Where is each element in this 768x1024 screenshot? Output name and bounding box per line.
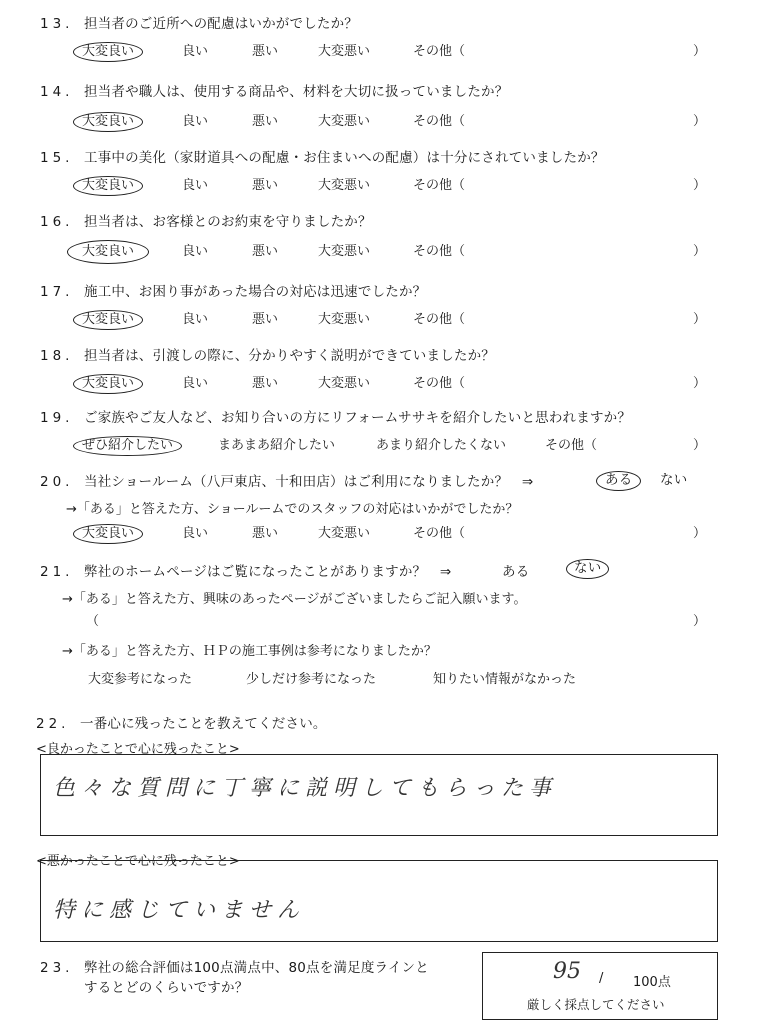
- hp-options-21: [0, 668, 768, 688]
- option-no-selected[interactable]: ない: [566, 559, 609, 579]
- question-text: 施工中、お困り事があった場合の対応は迅速でしたか？: [84, 284, 427, 300]
- option-very-good-selected[interactable]: 大変良い: [73, 374, 143, 394]
- option-very-bad[interactable]: 大変悪い: [318, 312, 371, 327]
- question-14: [40, 80, 508, 100]
- option-good[interactable]: 良い: [182, 526, 209, 541]
- question-number: 16.: [40, 214, 74, 230]
- close-paren: ）: [693, 526, 707, 541]
- good-memory-label: <良かったことで心に残ったこと>: [36, 742, 240, 757]
- question-19: [40, 406, 631, 426]
- option-other[interactable]: その他（: [413, 44, 466, 59]
- option-good[interactable]: 良い: [182, 244, 209, 259]
- option-good[interactable]: 良い: [182, 376, 209, 391]
- question-number: 13.: [40, 16, 74, 32]
- rating-options-18: [0, 372, 768, 392]
- score-slash: /: [599, 971, 604, 986]
- question-text: 一番心に残ったことを教えてください。: [80, 716, 327, 732]
- question-21-followup-pages: →「ある」と答えた方、興味のあったページがございましたらご記入願います。: [62, 592, 527, 607]
- option-definitely-recommend-selected[interactable]: ぜひ紹介したい: [73, 436, 182, 456]
- question-number: 14.: [40, 84, 74, 100]
- question-text: 担当者は、引渡しの際に、分かりやすく説明ができていましたか？: [84, 348, 495, 364]
- option-good[interactable]: 良い: [182, 44, 209, 59]
- option-no[interactable]: ない: [660, 472, 688, 488]
- rating-options-14: [0, 110, 768, 130]
- question-17: [40, 280, 426, 300]
- question-number: 22.: [36, 716, 70, 732]
- close-paren: ）: [693, 44, 707, 59]
- option-very-bad[interactable]: 大変悪い: [318, 114, 371, 129]
- option-very-bad[interactable]: 大変悪い: [318, 244, 371, 259]
- question-number: 15.: [40, 150, 74, 166]
- option-very-good-selected[interactable]: 大変良い: [73, 112, 143, 132]
- question-18: [40, 344, 495, 364]
- open-paren: （: [86, 614, 100, 629]
- question-number: 23.: [40, 960, 74, 976]
- close-paren: ）: [693, 178, 707, 193]
- close-paren: ）: [693, 376, 707, 391]
- option-very-good-selected[interactable]: 大変良い: [73, 524, 143, 544]
- close-paren: ）: [693, 614, 707, 629]
- question-number: 21.: [40, 564, 74, 580]
- option-very-bad[interactable]: 大変悪い: [318, 178, 371, 193]
- question-text: 当社ショールーム（八戸東店、十和田店）はご利用になりましたか？ ⇒: [84, 474, 534, 490]
- rating-options-15: [0, 174, 768, 194]
- option-very-good-selected[interactable]: 大変良い: [67, 240, 149, 264]
- close-paren: ）: [693, 312, 707, 327]
- rating-options-17: [0, 308, 768, 328]
- question-text: 担当者や職人は、使用する商品や、材料を大切に扱っていましたか？: [84, 84, 509, 100]
- option-very-helpful[interactable]: 大変参考になった: [88, 672, 193, 687]
- option-slightly-helpful[interactable]: 少しだけ参考になった: [246, 672, 377, 687]
- option-bad[interactable]: 悪い: [252, 312, 279, 327]
- question-text: 担当者のご近所への配慮はいかがでしたか？: [84, 16, 358, 32]
- option-yes[interactable]: ある: [502, 564, 530, 580]
- option-bad[interactable]: 悪い: [252, 376, 279, 391]
- score-handwritten: 95: [553, 959, 581, 984]
- option-bad[interactable]: 悪い: [252, 526, 279, 541]
- option-bad[interactable]: 悪い: [252, 244, 279, 259]
- close-paren: ）: [693, 244, 707, 259]
- option-very-good-selected[interactable]: 大変良い: [73, 176, 143, 196]
- option-other[interactable]: その他（: [545, 438, 598, 453]
- option-very-bad[interactable]: 大変悪い: [318, 44, 371, 59]
- option-bad[interactable]: 悪い: [252, 44, 279, 59]
- question-number: 20.: [40, 474, 74, 490]
- question-text: 工事中の美化（家財道具への配慮・お住まいへの配慮）は十分にされていましたか？: [84, 150, 605, 166]
- question-number: 17.: [40, 284, 74, 300]
- option-other[interactable]: その他（: [413, 178, 466, 193]
- question-15: [40, 146, 605, 166]
- option-very-bad[interactable]: 大変悪い: [318, 526, 371, 541]
- option-very-bad[interactable]: 大変悪い: [318, 376, 371, 391]
- close-paren: ）: [693, 114, 707, 129]
- option-not-recommend[interactable]: あまり紹介したくない: [376, 438, 507, 453]
- option-good[interactable]: 良い: [182, 114, 209, 129]
- question-21-followup-hp: →「ある」と答えた方、ＨＰの施工事例は参考になりましたか？: [62, 644, 437, 659]
- option-very-good-selected[interactable]: 大変良い: [73, 310, 143, 330]
- option-bad[interactable]: 悪い: [252, 178, 279, 193]
- option-very-good-selected[interactable]: 大変良い: [73, 42, 143, 62]
- option-other[interactable]: その他（: [413, 312, 466, 327]
- question-13: [40, 12, 358, 32]
- option-other[interactable]: その他（: [413, 526, 466, 541]
- option-yes-selected[interactable]: ある: [596, 471, 641, 491]
- option-other[interactable]: その他（: [413, 244, 466, 259]
- option-not-helpful[interactable]: 知りたい情報がなかった: [433, 672, 577, 687]
- option-other[interactable]: その他（: [413, 376, 466, 391]
- recommend-options-19: [0, 434, 768, 454]
- close-paren: ）: [693, 438, 707, 453]
- question-text: 担当者は、お客様とのお約束を守りましたか？: [84, 214, 372, 230]
- score-note: 厳しく採点してください: [527, 997, 665, 1012]
- bad-memory-label: <悪かったことで心に残ったこと>: [36, 854, 240, 869]
- option-good[interactable]: 良い: [182, 178, 209, 193]
- good-memory-answer: 色々な質問に丁寧に説明してもらった事: [53, 776, 558, 801]
- question-text: 弊社のホームページはご覧になったことがありますか？ ⇒: [84, 564, 452, 580]
- question-16: [40, 210, 372, 230]
- question-text-line1: 弊社の総合評価は100点満点中、80点を満足度ラインと: [84, 960, 429, 976]
- question-23-line2: するとどのくらいですか？: [84, 980, 249, 996]
- option-good[interactable]: 良い: [182, 312, 209, 327]
- rating-options-16: [0, 240, 768, 260]
- option-bad[interactable]: 悪い: [252, 114, 279, 129]
- option-other[interactable]: その他（: [413, 114, 466, 129]
- question-21: [40, 560, 451, 580]
- rating-options-20: [0, 522, 768, 542]
- rating-options-13: [0, 40, 768, 60]
- question-23: [40, 956, 429, 976]
- good-memory-box[interactable]: [40, 754, 718, 836]
- option-somewhat-recommend[interactable]: まあまあ紹介したい: [218, 438, 336, 453]
- question-20: [40, 470, 533, 490]
- score-box[interactable]: [482, 952, 718, 1020]
- question-text: ご家族やご友人など、お知り合いの方にリフォームササキを紹介したいと思われますか？: [84, 410, 632, 426]
- score-max: 100点: [633, 975, 671, 990]
- question-22: [36, 712, 327, 732]
- question-20-followup: →「ある」と答えた方、ショールームでのスタッフの対応はいかがでしたか？: [66, 502, 519, 517]
- question-number: 18.: [40, 348, 74, 364]
- bad-memory-box[interactable]: [40, 860, 718, 942]
- question-number: 19.: [40, 410, 74, 426]
- bad-memory-answer: 特に感じていません: [53, 898, 306, 923]
- free-answer-21: [0, 610, 768, 630]
